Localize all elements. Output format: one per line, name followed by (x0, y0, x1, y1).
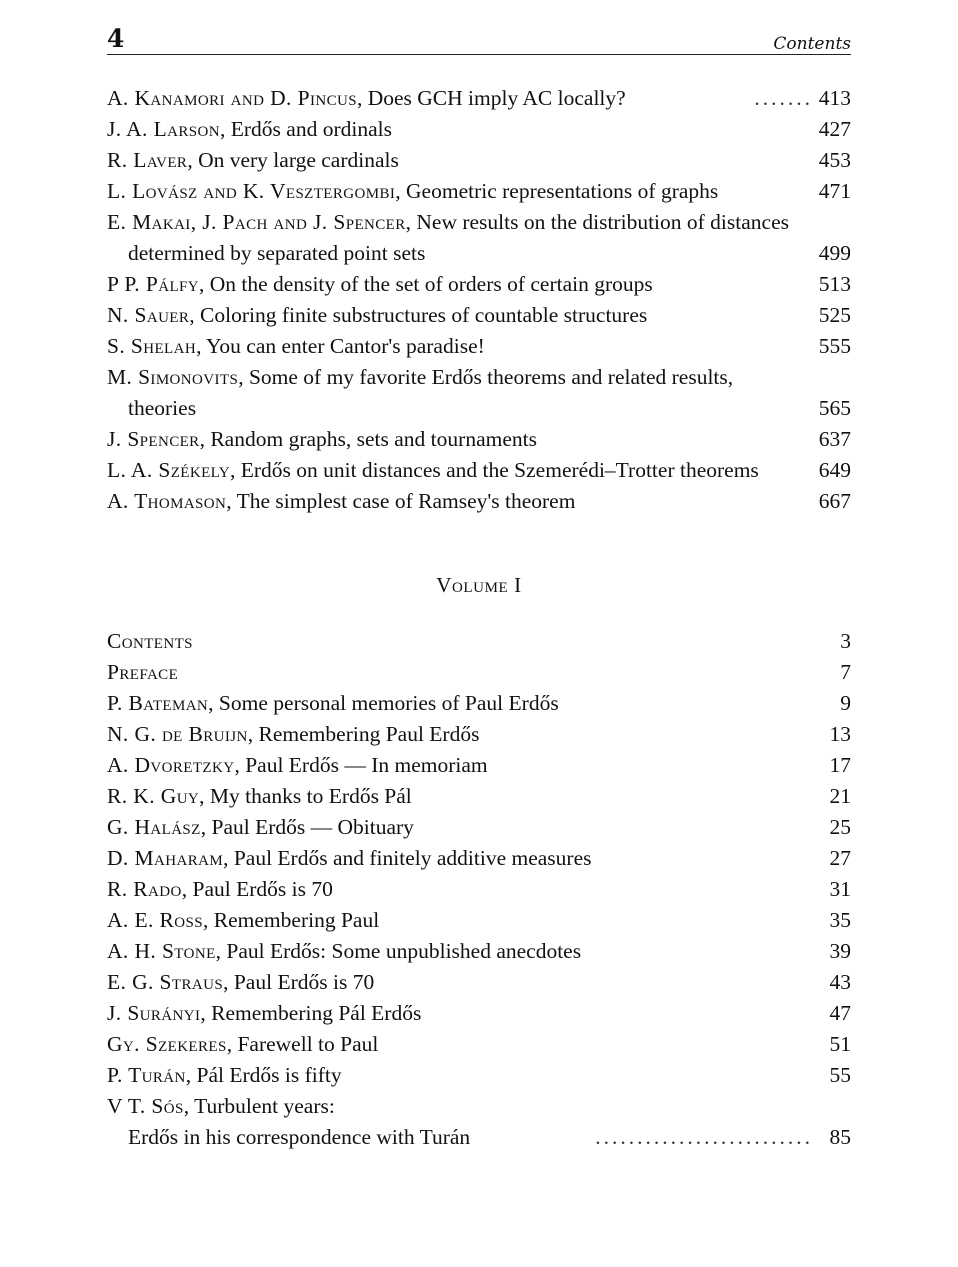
toc-entry-text (107, 905, 817, 936)
toc-entry-text (107, 688, 817, 719)
toc-entry-title: , Paul Erdős and finitely additive measures (223, 846, 592, 870)
toc-list-volume-one (107, 626, 851, 1153)
toc-entry-text (107, 83, 754, 114)
toc-entry (107, 486, 851, 517)
toc-entry (107, 331, 851, 362)
toc-entry-page: 85 (829, 1125, 851, 1149)
toc-entry-title: , Paul Erdős: Some unpublished anecdotes (215, 939, 582, 963)
document-page (107, 24, 851, 1153)
toc-entry-text (107, 331, 817, 362)
toc-entry-page: 565 (818, 396, 851, 420)
toc-entry-title: , Some of my favorite Erdős theorems and related results, theories (128, 365, 734, 420)
toc-entry (107, 657, 851, 688)
toc-entry-page: 667 (818, 489, 851, 513)
toc-entry (107, 719, 851, 750)
toc-entry-page: 13 (829, 722, 851, 746)
toc-entry-authors: Gy. Szekeres (107, 1032, 227, 1056)
page-header (107, 24, 851, 55)
toc-entry-title: , The simplest case of Ramsey's theorem (226, 489, 576, 513)
toc-entry-page: 7 (840, 660, 851, 684)
toc-entry-authors: D. Maharam (107, 846, 224, 870)
toc-entry-text (107, 1029, 817, 1060)
toc-entry-authors: E. Makai, J. Pach and J. Spencer (107, 210, 406, 234)
toc-entry-authors: M. Simonovits (107, 365, 239, 389)
toc-entry-title: , You can enter Cantor's paradise! (196, 334, 485, 358)
toc-entry (107, 843, 851, 874)
toc-entry-authors: L. Lovász and K. Vesztergombi (107, 179, 396, 203)
toc-entry-authors: A. Thomason (107, 489, 227, 513)
toc-entry-page: 47 (829, 1001, 851, 1025)
toc-entry-page: 513 (818, 272, 851, 296)
toc-entry-title: , Random graphs, sets and tournaments (199, 427, 537, 451)
toc-entry-text (107, 486, 817, 517)
running-head: Contents (773, 34, 851, 54)
toc-entry-authors: R. K. Guy (107, 784, 200, 808)
toc-entry-text (107, 176, 817, 207)
toc-entry (107, 936, 851, 967)
toc-entry-text (107, 145, 817, 176)
toc-entry-title: , Pál Erdős is fifty (185, 1063, 342, 1087)
toc-entry-title: , Remembering Paul (203, 908, 380, 932)
toc-entry-authors: P. Turán (107, 1063, 186, 1087)
toc-entry-text (107, 657, 817, 688)
toc-entry-title: , Coloring finite substructures of countable structures (189, 303, 648, 327)
toc-entry-title: , On the density of the set of orders of certain groups (199, 272, 653, 296)
toc-entry-authors: J. A. Larson (107, 117, 220, 141)
toc-entry (107, 750, 851, 781)
toc-entry (107, 424, 851, 455)
toc-entry-authors: N. G. de Bruijn (107, 722, 248, 746)
toc-entry-page: 31 (829, 877, 851, 901)
toc-entry-authors: R. Laver (107, 148, 188, 172)
toc-entry (107, 688, 851, 719)
toc-entry-text (107, 719, 817, 750)
toc-entry-title: , Turbulent years: (183, 1094, 335, 1118)
toc-leader-dots: .......................... (595, 1125, 813, 1149)
toc-entry (107, 905, 851, 936)
toc-entry-page: 471 (818, 179, 851, 203)
toc-entry-page: 3 (840, 629, 851, 653)
toc-entry-text (107, 626, 817, 657)
toc-entry-authors: N. Sauer (107, 303, 190, 327)
toc-entry-title: , Does GCH imply AC locally? (356, 86, 626, 110)
toc-entry-text (107, 300, 817, 331)
toc-entry-title: , Geometric representations of graphs (395, 179, 719, 203)
toc-entry-authors: A. Dvoretzky (107, 753, 235, 777)
toc-entry-page: 649 (818, 458, 851, 482)
toc-entry-text (107, 362, 817, 424)
toc-entry-text (107, 114, 817, 145)
toc-entry-text (107, 424, 817, 455)
toc-entry-authors: E. G. Straus (107, 970, 224, 994)
toc-entry-page: 17 (829, 753, 851, 777)
toc-entry-authors: P P. Pálfy (107, 272, 199, 296)
toc-entry-text (107, 967, 817, 998)
toc-entry (107, 300, 851, 331)
toc-entry-authors: A. E. Ross (107, 908, 204, 932)
toc-entry (107, 781, 851, 812)
toc-entry (107, 269, 851, 300)
toc-entry-authors: R. Rado (107, 877, 182, 901)
toc-entry-text (107, 843, 817, 874)
toc-entry-page: 55 (829, 1063, 851, 1087)
toc-entry-page: 27 (829, 846, 851, 870)
toc-entry-page: 555 (818, 334, 851, 358)
toc-entry (107, 145, 851, 176)
toc-entry-page: 413 (818, 86, 851, 110)
toc-entry (107, 207, 851, 269)
toc-entry (107, 455, 851, 486)
toc-entry-page: 499 (818, 241, 851, 265)
toc-entry-title: , Erdős and ordinals (220, 117, 392, 141)
toc-entry-title: , New results on the distribution of distances determined by separated point sets (128, 210, 789, 265)
toc-entry-authors: G. Halász (107, 815, 201, 839)
toc-entry-title: , Paul Erdős — In memoriam (234, 753, 488, 777)
toc-entry-text (107, 812, 817, 843)
toc-entry-text (107, 1060, 817, 1091)
toc-entry (107, 83, 851, 114)
toc-entry-text (107, 1091, 595, 1153)
toc-entry (107, 812, 851, 843)
toc-entry-page: 51 (829, 1032, 851, 1056)
toc-entry-authors: V T. Sós (107, 1094, 184, 1118)
toc-entry-title: , Erdős on unit distances and the Szemerédi–Trotter theorems (229, 458, 759, 482)
toc-entry-authors: J. Surányi (107, 1001, 201, 1025)
toc-entry-title: , Paul Erdős — Obituary (200, 815, 414, 839)
toc-entry-text (107, 455, 817, 486)
toc-entry-page: 525 (818, 303, 851, 327)
toc-entry-authors: A. H. Stone (107, 939, 216, 963)
toc-entry-text (107, 874, 817, 905)
toc-entry-title: , On very large cardinals (187, 148, 399, 172)
toc-entry-text (107, 750, 817, 781)
toc-entry-text (107, 269, 817, 300)
toc-entry-authors: Preface (107, 660, 179, 684)
toc-entry-title: , Remembering Paul Erdős (247, 722, 480, 746)
toc-entry-title: , Paul Erdős is 70 (181, 877, 333, 901)
toc-entry-authors: L. A. Székely (107, 458, 230, 482)
toc-entry-title: , My thanks to Erdős Pál (199, 784, 412, 808)
toc-entry-authors: A. Kanamori and D. Pincus (107, 86, 357, 110)
toc-entry-title: , Remembering Pál Erdős (200, 1001, 422, 1025)
toc-entry (107, 626, 851, 657)
toc-entry-authors: Contents (107, 629, 193, 653)
toc-entry-page: 427 (818, 117, 851, 141)
toc-entry (107, 114, 851, 145)
toc-entry (107, 1060, 851, 1091)
toc-entry-title-continued: Erdős in his correspondence with Turán (128, 1125, 471, 1149)
toc-entry (107, 967, 851, 998)
toc-entry-text (107, 781, 817, 812)
toc-entry-text (107, 936, 817, 967)
toc-list-part1 (107, 83, 851, 517)
toc-entry-text (107, 207, 817, 269)
toc-entry (107, 874, 851, 905)
volume-heading: Volume I (436, 573, 522, 597)
toc-entry-authors: P. Bateman (107, 691, 209, 715)
toc-entry-title: , Some personal memories of Paul Erdős (208, 691, 559, 715)
toc-entry-page: 21 (829, 784, 851, 808)
toc-entry-title: , Paul Erdős is 70 (223, 970, 375, 994)
toc-entry (107, 1029, 851, 1060)
toc-entry-page: 35 (829, 908, 851, 932)
toc-entry-page: 9 (840, 691, 851, 715)
toc-entry-page: 25 (829, 815, 851, 839)
toc-entry-text (107, 998, 817, 1029)
toc-entry-authors: S. Shelah (107, 334, 197, 358)
toc-entry (107, 1091, 851, 1153)
page-number: 4 (107, 24, 125, 53)
toc-entry-page: 637 (818, 427, 851, 451)
toc-entry-page: 453 (818, 148, 851, 172)
toc-entry (107, 998, 851, 1029)
toc-leader-dots: ....... (754, 86, 813, 110)
toc-entry (107, 362, 851, 424)
toc-entry (107, 176, 851, 207)
toc-entry-title: , Farewell to Paul (226, 1032, 379, 1056)
toc-entry-authors: J. Spencer (107, 427, 200, 451)
toc-entry-page: 43 (829, 970, 851, 994)
toc-entry-page: 39 (829, 939, 851, 963)
